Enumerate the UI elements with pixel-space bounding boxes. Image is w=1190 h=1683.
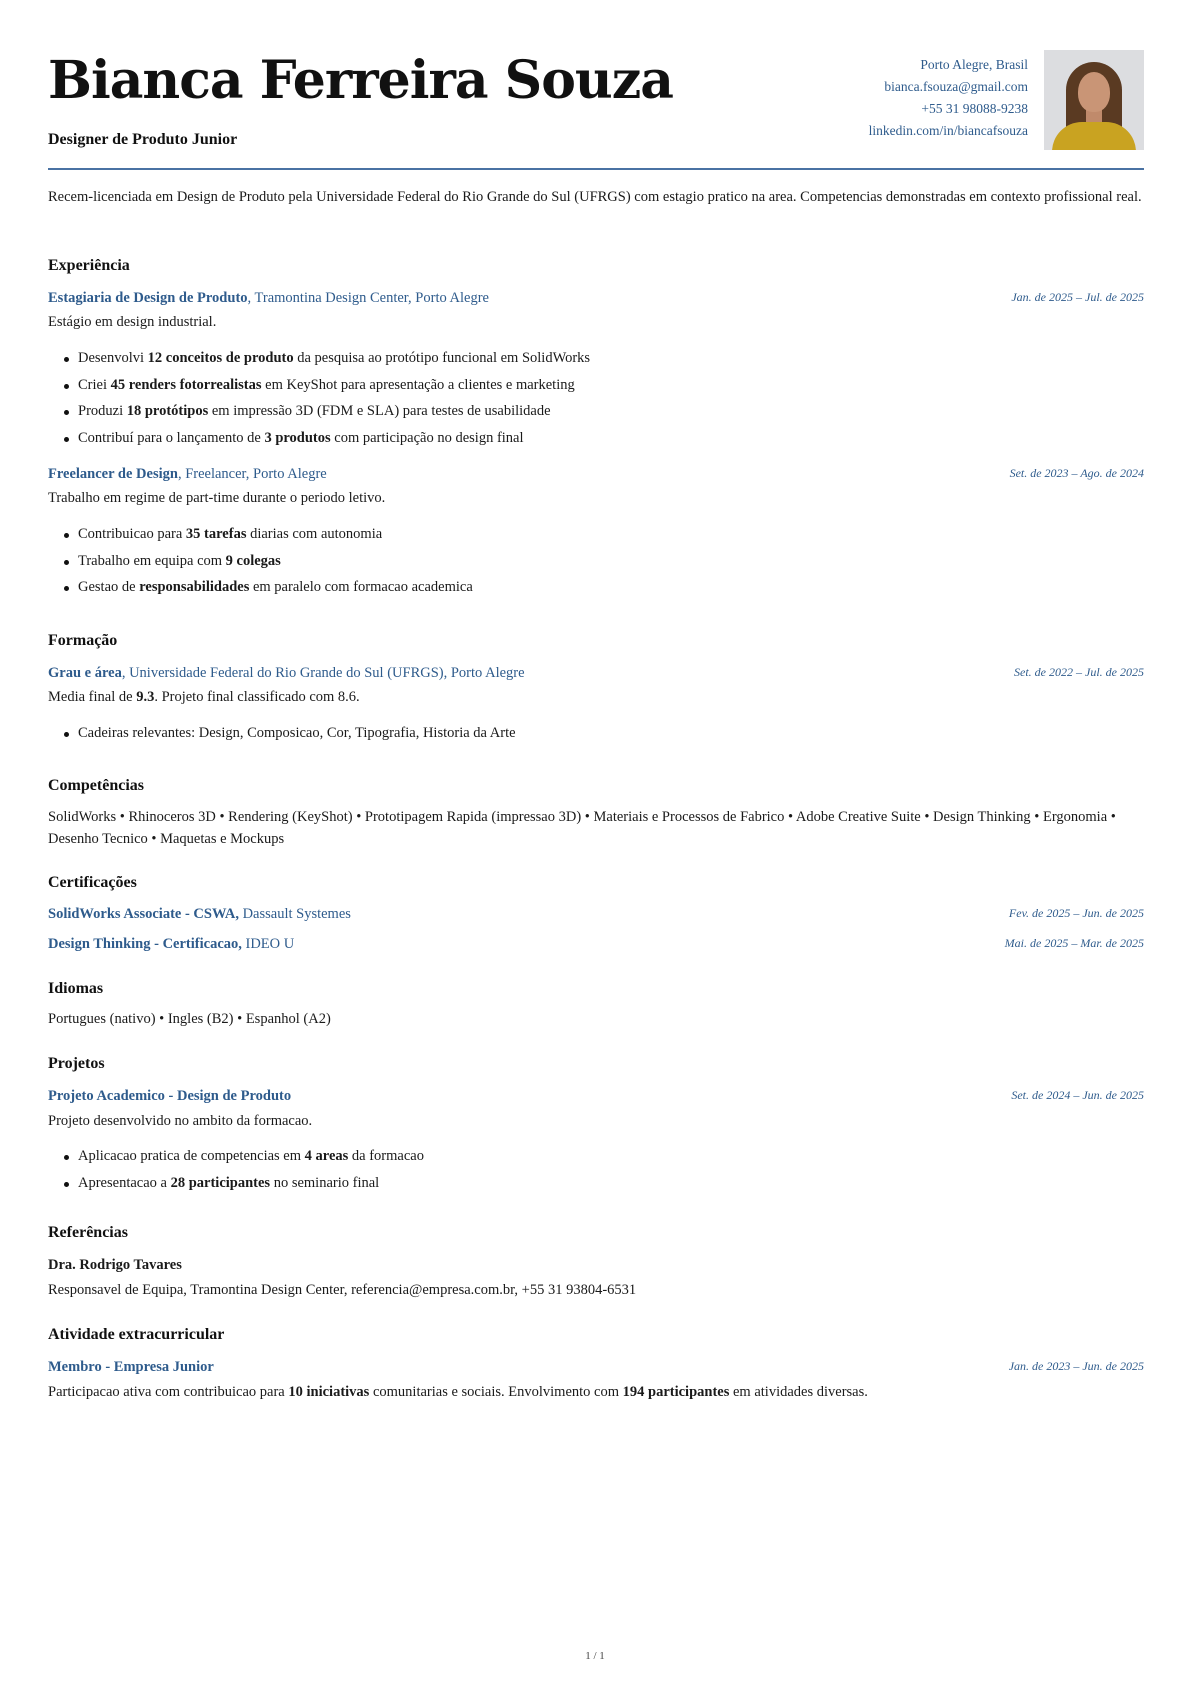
photo-shirt	[1052, 122, 1136, 150]
summary-text: Recem-licenciada em Design de Produto pela Universidade Federal do Rio Grande do Sul (UFRGS) com estagio pratico na area. Competencias demonstradas em contexto profissional real.	[48, 189, 1142, 205]
summary	[48, 186, 1144, 208]
education-org: , Universidade Federal do Rio Grande do Sul (UFRGS), Porto Alegre	[121, 665, 525, 681]
education-degree: Grau e área	[48, 665, 122, 681]
contact-phone[interactable]: +55 31 98088-9238	[921, 101, 1028, 116]
experience-description: Estágio em design industrial.	[48, 314, 217, 330]
contact-block	[869, 54, 1028, 142]
contact-linkedin[interactable]: linkedin.com/in/biancafsouza	[868, 123, 1028, 138]
section-title-languages: Idiomas	[48, 980, 104, 997]
certification-entry-2	[48, 934, 1144, 956]
candidate-title: Designer de Produto Junior	[48, 131, 238, 148]
reference-details: Responsavel de Equipa, Tramontina Design Center, referencia@empresa.com.br, +55 31 93804-6531	[48, 1282, 637, 1298]
extracurricular-date: Jan. de 2023 – Jun. de 2025	[1008, 1359, 1144, 1373]
education-bullets	[78, 720, 516, 747]
languages-list: Portugues (nativo) • Ingles (B2) • Espanhol (A2)	[48, 1011, 331, 1027]
list-item: Cadeiras relevantes: Design, Composicao, Cor, Tipografia, Historia da Arte	[78, 720, 516, 747]
certification-date: Mai. de 2025 – Mar. de 2025	[1004, 936, 1144, 950]
section-title-extracurricular: Atividade extracurricular	[48, 1326, 225, 1343]
experience-org: , Freelancer, Porto Alegre	[177, 466, 327, 482]
experience-description: Trabalho em regime de part-time durante o periodo letivo.	[48, 490, 386, 506]
contact-email[interactable]: bianca.fsouza@gmail.com	[884, 79, 1028, 94]
education-entry-header	[48, 663, 1144, 685]
project-entry-header	[48, 1086, 1144, 1108]
resume-header	[48, 0, 1144, 170]
contact-location: Porto Alegre, Brasil	[920, 57, 1028, 72]
experience-role: Freelancer de Design	[48, 466, 178, 482]
skills-list: SolidWorks • Rhinoceros 3D • Rendering (KeyShot) • Prototipagem Rapida (impressao 3D) • Materiais e Processos de Fabrico • Adobe Creative Suite • Design Thinking • Ergonomia • Desenho Tecnico • Maquetas e Mockups	[48, 809, 1116, 847]
list-item: Contribuí para o lançamento de 3 produtos com participação no design final	[78, 425, 590, 452]
experience-date: Jan. de 2025 – Jul. de 2025	[1011, 290, 1144, 304]
experience-entry-2-header	[48, 464, 1144, 486]
list-item: Gestao de responsabilidades em paralelo com formacao academica	[78, 574, 473, 601]
list-item: Trabalho em equipa com 9 colegas	[78, 548, 473, 575]
project-name: Projeto Academico - Design de Produto	[48, 1088, 292, 1104]
list-item: Produzi 18 protótipos em impressão 3D (FDM e SLA) para testes de usabilidade	[78, 398, 590, 425]
page-number: 1 / 1	[585, 1650, 605, 1662]
education-grade: Media final de 9.3. Projeto final classificado com 8.6.	[48, 689, 360, 705]
candidate-name: Bianca Ferreira Souza	[48, 50, 673, 111]
section-title-projects: Projetos	[48, 1055, 105, 1072]
section-title-certifications: Certificações	[48, 874, 137, 891]
list-item: Aplicacao pratica de competencias em 4 areas da formacao	[78, 1143, 424, 1170]
project-bullets	[78, 1143, 424, 1196]
certification-date: Fev. de 2025 – Jun. de 2025	[1008, 906, 1144, 920]
experience-entry-1-header	[48, 288, 1144, 310]
section-title-skills: Competências	[48, 777, 144, 794]
certification-name: Design Thinking - Certificacao,	[48, 936, 242, 952]
extracurricular-entry-header	[48, 1357, 1144, 1379]
project-description: Projeto desenvolvido no ambito da formacao.	[48, 1113, 313, 1129]
extracurricular-name: Membro - Empresa Junior	[48, 1359, 214, 1375]
photo-face	[1078, 72, 1110, 112]
project-date: Set. de 2024 – Jun. de 2025	[1011, 1088, 1144, 1102]
extracurricular-description: Participacao ativa com contribuicao para 10 iniciativas comunitarias e sociais. Envolvimento com 194 participantes em atividades diversas.	[48, 1384, 868, 1400]
experience-bullets	[78, 345, 590, 451]
experience-role: Estagiaria de Design de Produto	[48, 290, 248, 306]
certification-name: SolidWorks Associate - CSWA,	[48, 906, 239, 922]
list-item: Contribuicao para 35 tarefas diarias com autonomia	[78, 521, 473, 548]
list-item: Desenvolvi 12 conceitos de produto da pesquisa ao protótipo funcional em SolidWorks	[78, 345, 590, 372]
section-title-references: Referências	[48, 1224, 128, 1241]
certification-entry-1	[48, 904, 1144, 926]
experience-org: , Tramontina Design Center, Porto Alegre	[247, 290, 489, 306]
header-divider	[48, 168, 1144, 170]
list-item: Criei 45 renders fotorrealistas em KeyShot para apresentação a clientes e marketing	[78, 372, 590, 399]
experience-date: Set. de 2023 – Ago. de 2024	[1009, 466, 1144, 480]
section-title-education: Formação	[48, 632, 118, 649]
certification-issuer: Dassault Systemes	[238, 906, 351, 922]
profile-photo	[1044, 50, 1144, 150]
list-item: Apresentacao a 28 participantes no seminario final	[78, 1170, 424, 1197]
certification-issuer: IDEO U	[241, 936, 295, 952]
reference-name: Dra. Rodrigo Tavares	[48, 1257, 182, 1273]
experience-bullets	[78, 521, 473, 601]
education-date: Set. de 2022 – Jul. de 2025	[1014, 665, 1144, 679]
resume-page	[48, 0, 1144, 1400]
section-title-experience: Experiência	[48, 257, 130, 274]
